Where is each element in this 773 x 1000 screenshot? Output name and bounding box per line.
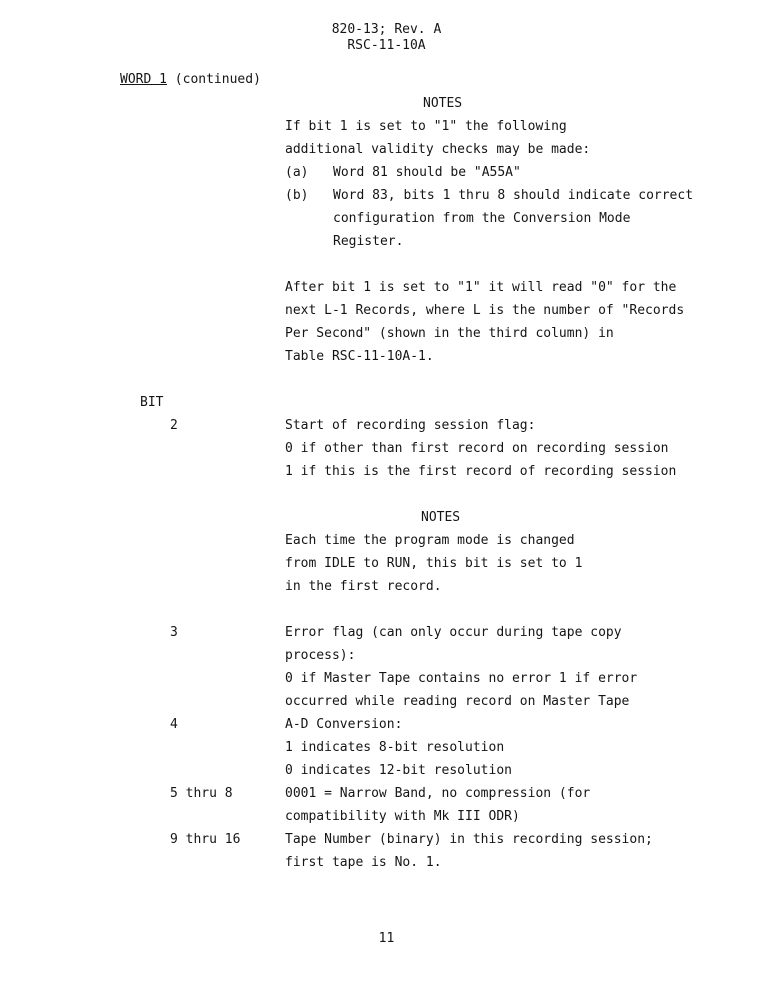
bit-description-line: 0 indicates 12-bit resolution [285,763,512,778]
note-item-line: Word 83, bits 1 thru 8 should indicate correct [333,188,694,203]
bit-number: 2 [170,418,178,433]
notes-intro-line: If bit 1 is set to "1" the following [285,119,567,134]
bit-number: 9 thru 16 [170,832,241,847]
notes-heading: NOTES [423,96,463,111]
notes-after-line: next L-1 Records, where L is the number of "Records [285,303,685,318]
bit-number: 5 thru 8 [170,786,233,801]
bit-number: 4 [170,717,178,732]
bit-description-line: 0001 = Narrow Band, no compression (for [285,786,591,801]
section-code: RSC-11-10A [347,38,426,53]
note-item-label: (a) [285,165,309,180]
notes-after-line: Table RSC-11-10A-1. [285,349,434,364]
word-continued: (continued) [174,72,261,87]
word-label: WORD 1 [120,72,167,87]
bit-notes-heading: NOTES [421,510,461,525]
bit-description-line: first tape is No. 1. [285,855,442,870]
bit-description-line: A-D Conversion: [285,717,403,732]
notes-after-line: Per Second" (shown in the third column) in [285,326,614,341]
bit-notes-line: from IDLE to RUN, this bit is set to 1 [285,556,583,571]
bit-description-line: 1 indicates 8-bit resolution [285,740,505,755]
bit-description-line: 0 if Master Tape contains no error 1 if error [285,671,638,686]
bit-description-line: Start of recording session flag: [285,418,536,433]
note-item-line: Register. [333,234,404,249]
bit-description-line: compatibility with Mk III ODR) [285,809,520,824]
bit-notes-line: in the first record. [285,579,442,594]
word-title [120,72,261,87]
note-item-line: configuration from the Conversion Mode [333,211,631,226]
page-number: 11 [378,931,395,946]
bit-description-line: occurred while reading record on Master Tape [285,694,630,709]
notes-intro-line: additional validity checks may be made: [285,142,591,157]
note-item-line: Word 81 should be "A55A" [333,165,521,180]
note-item-label: (b) [285,188,309,203]
bit-notes-line: Each time the program mode is changed [285,533,575,548]
bit-description-line: Error flag (can only occur during tape copy [285,625,622,640]
document-number: 820-13; Rev. A [331,22,442,37]
bit-description-line: Tape Number (binary) in this recording session; [285,832,653,847]
notes-after-line: After bit 1 is set to "1" it will read "0" for the [285,280,677,295]
bit-column-label: BIT [140,395,164,410]
bit-number: 3 [170,625,178,640]
bit-description-line: process): [285,648,356,663]
bit-description-line: 1 if this is the first record of recording session [285,464,677,479]
bit-description-line: 0 if other than first record on recording session [285,441,669,456]
